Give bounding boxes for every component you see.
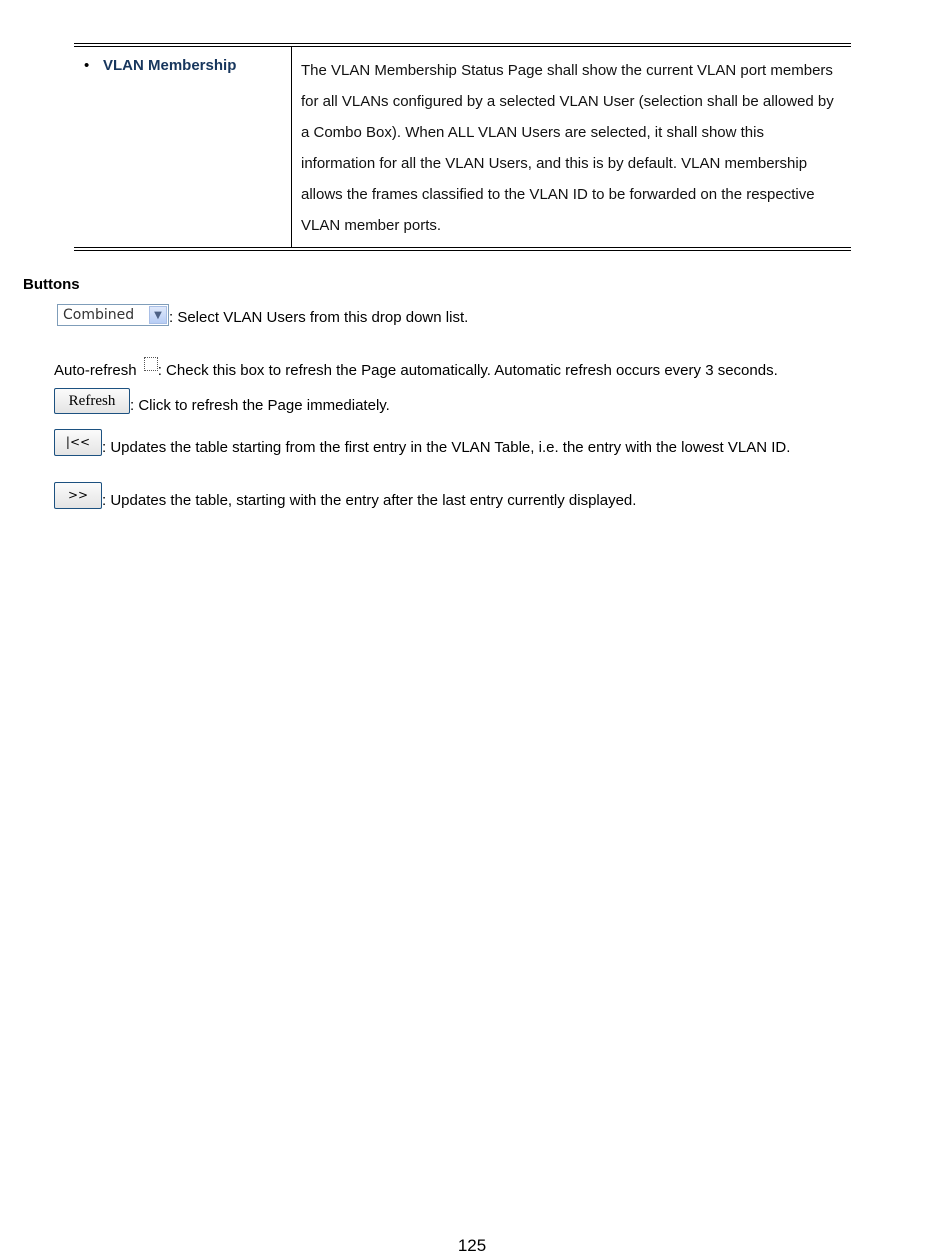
buttons-heading: Buttons (23, 276, 80, 293)
page-number: 125 (457, 1236, 487, 1255)
chevron-down-icon: ▼ (149, 306, 167, 324)
first-page-button[interactable]: |<< (54, 429, 102, 456)
refresh-description: : Click to refresh the Page immediately. (130, 397, 390, 414)
term-label: VLAN Membership (103, 57, 237, 74)
term-cell (74, 45, 292, 249)
bullet-icon: • (84, 57, 90, 74)
next-page-button[interactable]: >> (54, 482, 102, 509)
description-cell: The VLAN Membership Status Page shall show the current VLAN port members for all VLANs configured by a selected VLAN User (selection shall be allowed by a Combo Box). When ALL VLAN Users are selected, it shall show this information for all the VLAN Users, and this is by default. VLAN membership allows the frames classified to the VLAN ID to be forwarded on the respective VLAN member ports. (301, 62, 834, 234)
autorefresh-checkbox[interactable] (144, 357, 158, 371)
refresh-row (54, 388, 390, 414)
autorefresh-label: Auto-refresh (54, 362, 137, 379)
select-row (57, 304, 468, 326)
first-description: : Updates the table starting from the first entry in the VLAN Table, i.e. the entry with the lowest VLAN ID. (102, 439, 791, 456)
autorefresh-description: : Check this box to refresh the Page automatically. Automatic refresh occurs every 3 seconds. (157, 362, 778, 379)
next-description: : Updates the table, starting with the entry after the last entry currently displayed. (102, 492, 637, 509)
vlan-user-select[interactable] (57, 304, 169, 326)
table-row (74, 45, 851, 249)
first-row (54, 429, 790, 456)
refresh-button[interactable]: Refresh (54, 388, 130, 414)
autorefresh-row (54, 357, 778, 379)
parameter-table (74, 43, 851, 251)
next-row (54, 482, 636, 509)
select-description: : Select VLAN Users from this drop down list. (169, 309, 469, 326)
select-value: Combined (63, 307, 135, 323)
